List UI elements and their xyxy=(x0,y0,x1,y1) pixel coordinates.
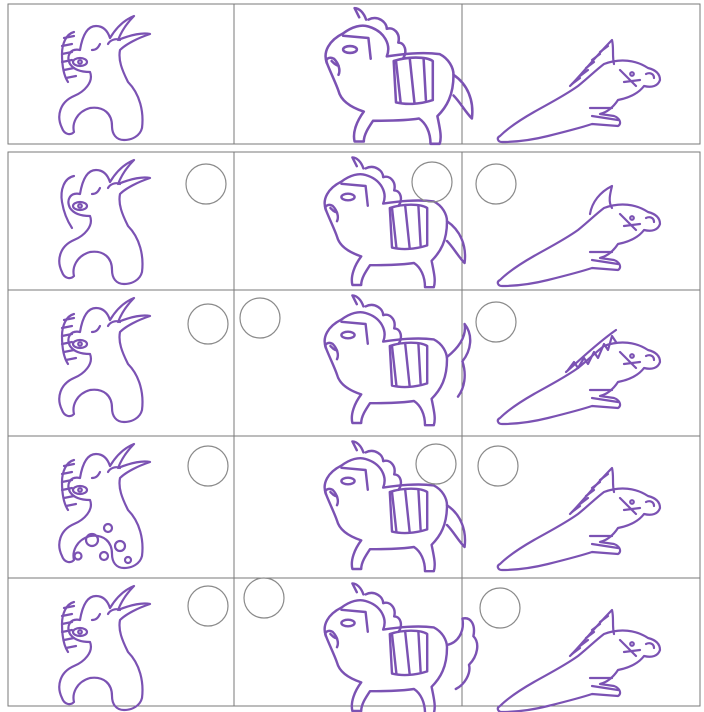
answer-circle-1-2[interactable] xyxy=(412,162,452,202)
answer-circle-2-3[interactable] xyxy=(476,302,516,342)
answer-3-goat xyxy=(59,444,150,568)
reference-boar xyxy=(498,40,660,142)
reference-goat xyxy=(59,16,150,140)
answer-circle-3-3[interactable] xyxy=(478,446,518,486)
answer-circle-3-1[interactable] xyxy=(188,446,228,486)
answer-1-horse xyxy=(325,157,465,287)
reference-horse xyxy=(326,8,473,144)
answer-circle-3-2[interactable] xyxy=(416,444,456,484)
answer-4-boar xyxy=(498,610,660,712)
answer-circle-4-3[interactable] xyxy=(480,588,520,628)
answer-2-horse xyxy=(325,295,471,425)
answer-circle-4-2[interactable] xyxy=(244,578,284,618)
answer-circle-2-2[interactable] xyxy=(240,298,280,338)
answer-circle-1-3[interactable] xyxy=(476,164,516,204)
answer-3-horse xyxy=(325,441,465,571)
answer-circle-2-1[interactable] xyxy=(188,304,228,344)
answer-circle-4-1[interactable] xyxy=(188,586,228,626)
answer-1-goat xyxy=(59,160,150,284)
answer-4-goat xyxy=(59,586,150,710)
answer-2-boar xyxy=(498,330,660,424)
answer-circle-1-1[interactable] xyxy=(186,164,226,204)
answer-2-goat xyxy=(59,298,150,422)
answer-3-boar xyxy=(498,468,660,570)
answer-4-horse xyxy=(325,583,478,712)
answer-1-boar xyxy=(498,186,660,286)
